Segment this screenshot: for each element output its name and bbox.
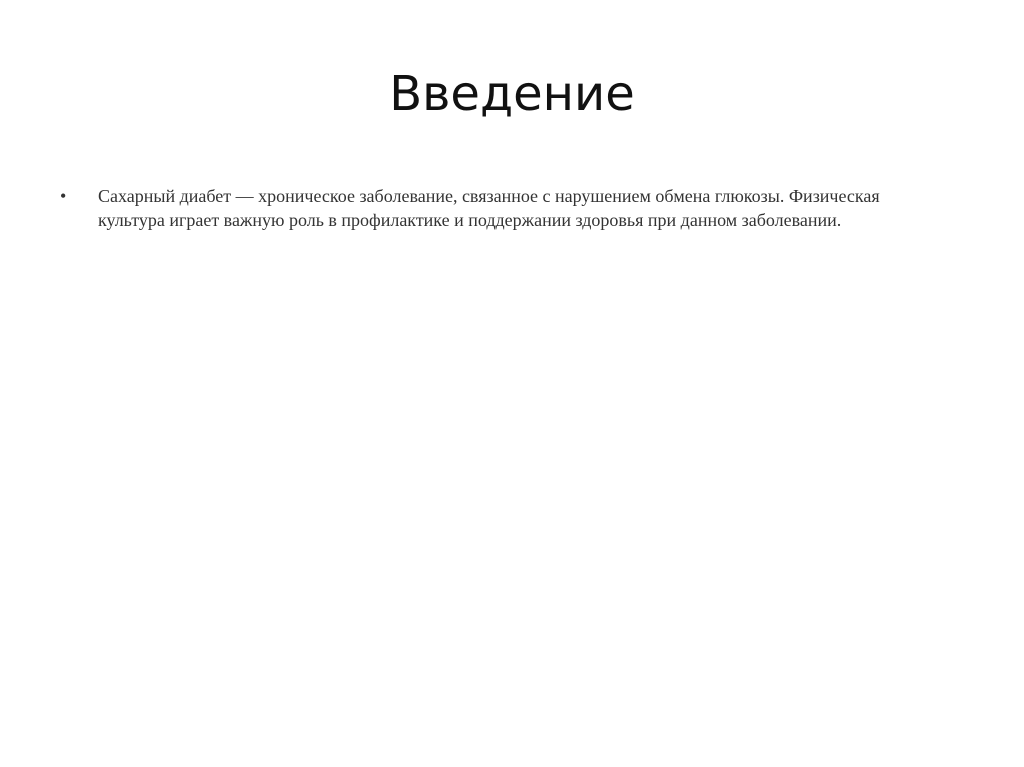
slide-title: Введение [389, 66, 635, 122]
bullet-text: Сахарный диабет — хроническое заболевание, связанное с нарушением обмена глюкозы. Физическая культура играет важную роль в профилактике и поддержании здоровья при данном заболевании. [98, 186, 880, 230]
bullet-marker: • [60, 186, 67, 206]
bullet-list [60, 184, 940, 232]
bullet-item [60, 184, 940, 232]
